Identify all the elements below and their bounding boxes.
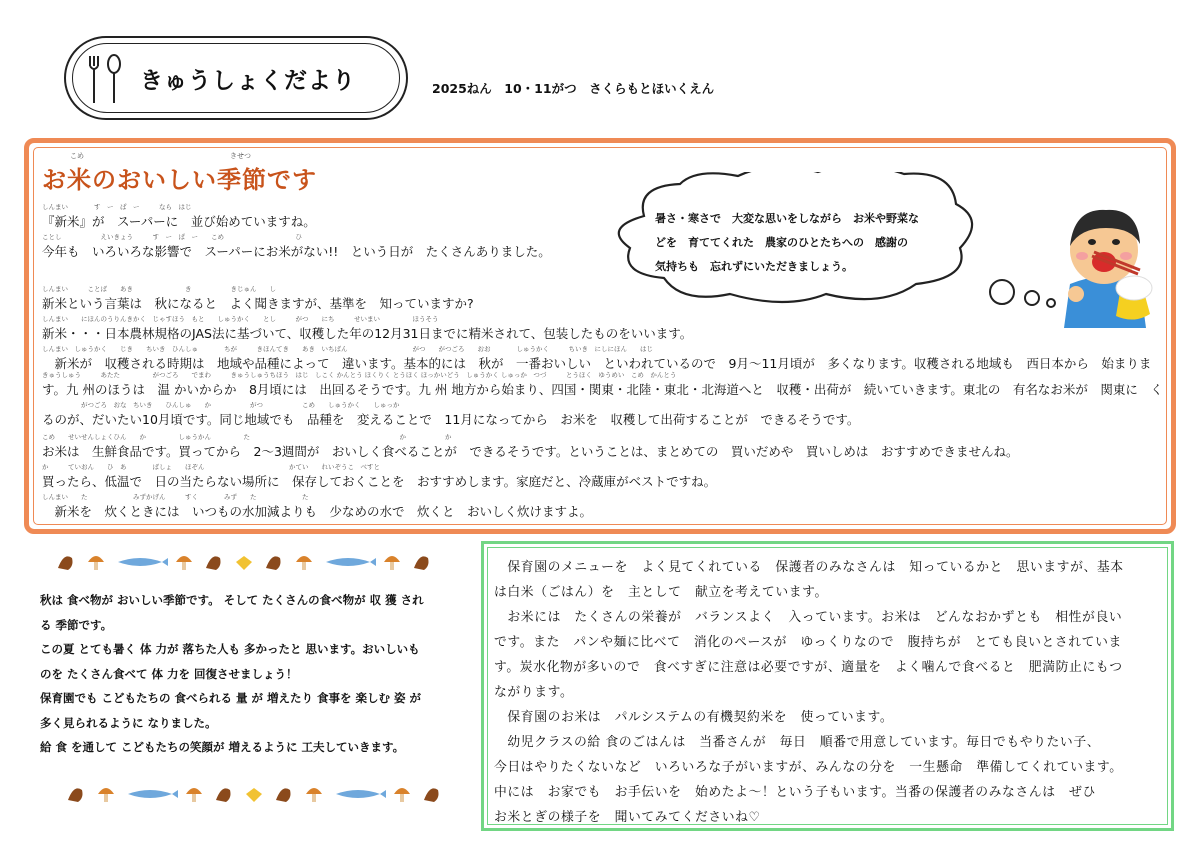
furigana-line: しんまい しゅうかく じき ちいき ひんしゅ ちが きほんてき あき いちばん がつ がつごろ おお しゅうかく ちいき にしにほん はじ	[42, 345, 653, 353]
left-text-line: のを たくさん食べて 体 力を 回復させましょう！	[40, 666, 298, 681]
mushroom-icon	[296, 556, 312, 570]
leaf-icon	[246, 788, 262, 802]
newsletter-date-school: 2025ねん 10・11がつ さくらもとほいくえん	[432, 81, 715, 96]
chestnut-icon	[58, 556, 73, 570]
top-text-line: お米は 生鮮食品です。買ってから 2～3週間が おいしく食べることが できるそうです。ということは、まとめての 買いだめや 買いしめは おすすめできませんね。	[42, 444, 1019, 459]
mushroom-icon	[98, 788, 114, 802]
left-text-line: 保育園でも こどもたちの 食べられる 量 が 増えたり 食事を 楽しむ 姿 が	[40, 691, 422, 705]
top-text-line: す。九 州のほうは 温 かいからか 8月頃には 出回るそうです。九 州 地方から始まり、四国・関東・北陸・東北・北海道へと 収穫・出荷が 続いていきます。東北の 有名なお米が 関東に く	[42, 382, 1163, 397]
leaf-icon	[236, 556, 252, 570]
bubble-line: 暑さ・寒さで 大変な思いをしながら お米や野菜な	[655, 212, 919, 225]
left-text-line: る 季節です。	[40, 617, 113, 632]
chestnut-icon	[206, 556, 221, 570]
right-text-line: 中には お家でも お手伝いを 始めたよ～！という子もいます。当番の保護者のみなさんは ぜひ	[494, 785, 1096, 800]
top-text-line: 『新米』が スーパーに 並び始めていますね。	[42, 214, 316, 229]
mushroom-icon	[186, 788, 202, 802]
fork-spoon-icon	[82, 52, 128, 108]
furigana-line: しんまい た みずかげん すく みず た た	[42, 493, 309, 501]
right-text-line: です。また パンや麺に比べて 消化のペースが ゆっくりなので 腹持ちが とても良いとされていま	[494, 635, 1122, 650]
mushroom-icon	[176, 556, 192, 570]
chestnut-icon	[276, 788, 291, 802]
bubble-line: どを 育ててくれた 農家のひとたちへの 感謝の	[655, 236, 908, 249]
mushroom-icon	[306, 788, 322, 802]
furigana-line: しんまい ことば あき き きじゅん し	[42, 285, 276, 293]
left-text-line: この夏 とても暑く 体 力が 落ちた人も 多かったと 思います。おいしいも	[40, 642, 420, 656]
right-text-line: す。炭水化物が多いので 食べすぎに注意は必要ですが、適量を よく噛んで食べると 肥満防止にもつ	[494, 660, 1123, 675]
top-text-line: 買ったら、低温で 日の当たらない場所に 保存しておくことを おすすめします。家庭だと、冷蔵庫がベストですね。	[42, 474, 717, 489]
thanks-message	[655, 207, 975, 279]
heading-furigana: きせつ	[230, 152, 251, 160]
right-text-line: お米には たくさんの栄養が バランスよく 入っています。お米は どんなおかずとも 相性が良い	[494, 610, 1123, 625]
furigana-line: しんまい す ー ぱ ー なら はじ	[42, 203, 192, 211]
top-text-line: 新米という言葉は 秋になると よく聞きますが、基準を 知っていますか?	[42, 296, 474, 311]
mushroom-icon	[88, 556, 104, 570]
right-text-line: ながります。	[494, 685, 574, 700]
fish-icon	[326, 558, 376, 566]
mushroom-icon	[394, 788, 410, 802]
top-text-line: 新米が 収穫される時期は 地域や品種によって 違います。基本的には 秋が 一番おいしい といわれているので 9月～11月頃が 多くなります。収穫される地域も 西日本から 始まりま	[42, 356, 1152, 371]
top-text-line: 新米を 炊くときには いつもの水加減よりも 少なめの水で 炊くと おいしく炊けますよ。	[42, 504, 593, 519]
furigana-line: ことし えいきょう す ー ぱ ー こめ ひ	[42, 233, 302, 241]
furigana-line: か ていおん ひ あ ばしょ ほぞん かてい れいぞうこ べすと	[42, 463, 380, 471]
furigana-line: しんまい にほんのうりんきかく じゃすほう もと しゅうかく とし がつ にち せいまい ほうそう	[42, 315, 439, 323]
right-text-line: お米とぎの様子を 聞いてみてくださいね♡	[494, 810, 761, 825]
top-text-line: 新米・・・日本農林規格のJAS法に基づいて、収穫した年の12月31日までに精米されて、包装したものをいいます。	[42, 326, 693, 341]
right-text-line: 保育園のお米は パルシステムの有機契約米を 使っています。	[494, 710, 894, 725]
boy-eating-rice-illustration	[1052, 196, 1156, 328]
heading-furigana: こめ	[70, 152, 84, 160]
chestnut-icon	[424, 788, 439, 802]
chestnut-icon	[266, 556, 281, 570]
chestnut-icon	[68, 788, 83, 802]
furigana-line: がつごろ おな ちいき ひんしゅ か がつ こめ しゅうかく しゅっか	[42, 401, 400, 409]
top-text-line: 今年も いろいろな影響で スーパーにお米がない!! という日が たくさんありました。	[42, 244, 551, 259]
furigana-line: こめ せいせんしょくひん か しゅうかん た か か	[42, 433, 452, 441]
autumn-decoration-bottom	[64, 784, 464, 804]
fish-icon	[128, 790, 178, 798]
bubble-line: 気持ちも 忘れずにいただきましょう。	[655, 260, 853, 273]
left-text-line: 多く見られるように なりました。	[40, 715, 217, 730]
top-text-line: るのが、だいたい10月頃です。同じ地域でも 品種を 変えることで 11月になってから お米を 収穫して出荷することが できるそうです。	[42, 412, 860, 427]
fish-icon	[118, 558, 168, 566]
right-text-line: 今日はやりたくないなど いろいろな子がいますが、みんなの分を 一生懸命 準備してくれています。	[494, 760, 1123, 775]
left-text-line: 給 食 を通して こどもたちの笑顔が 増えるように 工夫していきます。	[40, 740, 405, 754]
left-text-line: 秋は 食べ物が おいしい季節です。 そして たくさんの食べ物が 収 獲 され	[40, 593, 424, 607]
newsletter-title: きゅうしょくだより	[140, 68, 356, 94]
chestnut-icon	[414, 556, 429, 570]
fish-icon	[336, 790, 386, 798]
chestnut-icon	[216, 788, 231, 802]
right-text-line: は白米（ごはん）を 主として 献立を考えています。	[494, 585, 828, 600]
furigana-line: きゅうしゅう あたた がつごろ でまわ きゅうしゅうちほう はじ しこく かんとう ほくりく とうほく ほっかいどう しゅうかく しゅっか つづ とうほく ゆうめい こめ かんとう	[42, 371, 677, 379]
right-text-line: 保育園のメニューを よく見てくれている 保護者のみなさんは 知っているかと 思いますが、基本	[494, 560, 1124, 575]
mushroom-icon	[384, 556, 400, 570]
section-heading: お米のおいしい季節です	[42, 166, 317, 194]
right-text-line: 幼児クラスの給 食のごはんは 当番さんが 毎日 順番で用意しています。毎日でもやりたい子、	[494, 735, 1101, 750]
autumn-decoration-top	[54, 552, 454, 572]
